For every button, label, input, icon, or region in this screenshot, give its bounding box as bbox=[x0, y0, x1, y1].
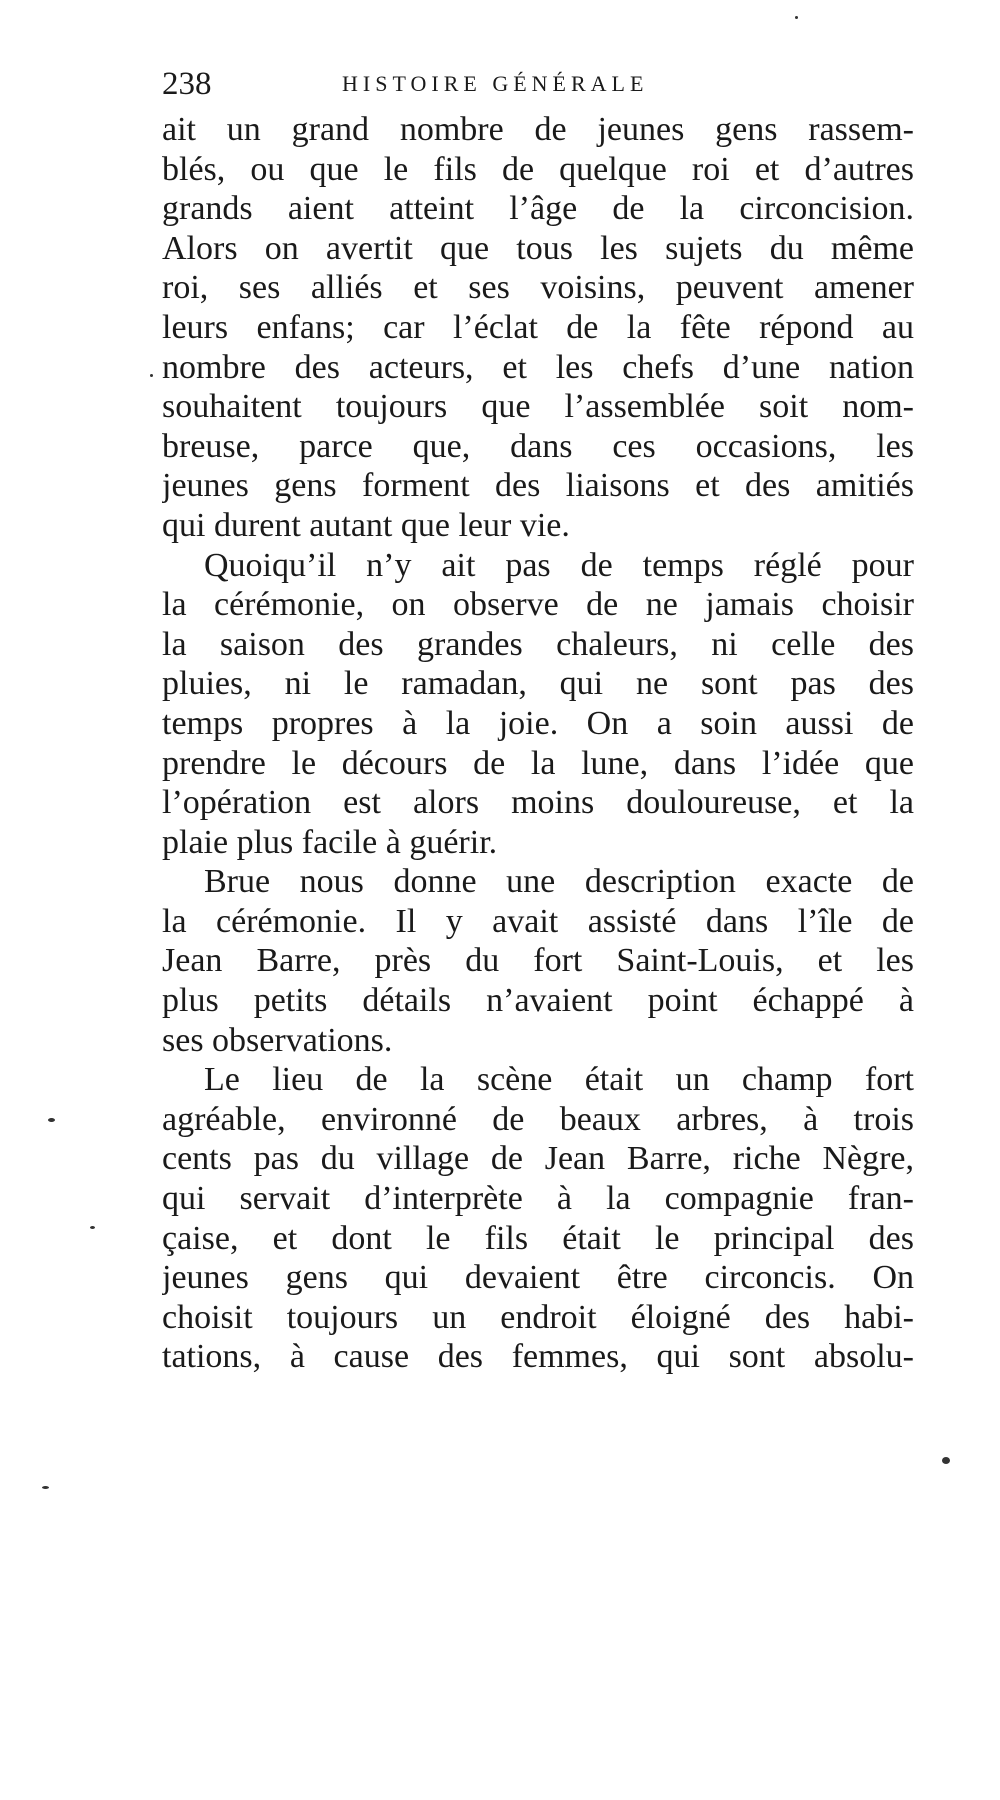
text-line: plaie plus facile à guérir. bbox=[162, 823, 498, 861]
text-line: choisit toujours un endroit éloigné des habi- bbox=[162, 1298, 914, 1336]
text-line: Alors on avertit que tous les sujets du même bbox=[162, 229, 914, 267]
text-line: jeunes gens forment des liaisons et des amitiés bbox=[162, 467, 914, 505]
scan-speck bbox=[42, 1486, 49, 1489]
text-line: jeunes gens qui devaient être circoncis. On bbox=[162, 1259, 914, 1297]
text-line: la cérémonie, on observe de ne jamais choisir bbox=[162, 586, 914, 624]
body-text bbox=[162, 110, 914, 1377]
scan-speck bbox=[942, 1457, 950, 1464]
text-line: agréable, environné de beaux arbres, à trois bbox=[162, 1100, 914, 1138]
text-line: tations, à cause des femmes, qui sont absolu- bbox=[162, 1338, 914, 1376]
text-line: breuse, parce que, dans ces occasions, les bbox=[162, 427, 914, 465]
text-line: çaise, et dont le fils était le principal des bbox=[162, 1219, 914, 1257]
scan-speck bbox=[90, 1226, 95, 1229]
text-line: nombre des acteurs, et les chefs d’une nation bbox=[162, 348, 914, 386]
page-number: 238 bbox=[162, 66, 212, 102]
running-title: HISTOIRE GÉNÉRALE bbox=[342, 71, 649, 96]
text-line: roi, ses alliés et ses voisins, peuvent amener bbox=[162, 269, 914, 307]
text-line: grands aient atteint l’âge de la circoncision. bbox=[162, 190, 914, 228]
text-line: Quoiqu’il n’y ait pas de temps réglé pour bbox=[204, 546, 914, 584]
text-line: plus petits détails n’avaient point échappé à bbox=[162, 982, 914, 1020]
scan-speck bbox=[150, 374, 153, 377]
text-line: qui servait d’interprète à la compagnie fran- bbox=[162, 1180, 914, 1218]
text-line: ait un grand nombre de jeunes gens rassem- bbox=[162, 111, 914, 148]
text-line: la saison des grandes chaleurs, ni celle des bbox=[162, 625, 914, 663]
text-line: l’opération est alors moins douloureuse, et la bbox=[162, 784, 914, 822]
scan-speck bbox=[795, 16, 798, 19]
text-line: blés, ou que le fils de quelque roi et d’autres bbox=[162, 150, 914, 188]
text-line: cents pas du village de Jean Barre, riche Nègre, bbox=[162, 1140, 914, 1178]
scan-speck bbox=[48, 1118, 55, 1122]
text-line: Le lieu de la scène était un champ fort bbox=[204, 1061, 914, 1099]
text-line: leurs enfans; car l’éclat de la fête répond au bbox=[162, 308, 914, 346]
text-line: temps propres à la joie. On a soin aussi de bbox=[162, 704, 914, 742]
text-line: Brue nous donne une description exacte de bbox=[204, 863, 914, 901]
page-header bbox=[162, 60, 914, 100]
text-line: qui durent autant que leur vie. bbox=[162, 506, 570, 544]
text-line: Jean Barre, près du fort Saint-Louis, et les bbox=[162, 942, 914, 980]
text-line: la cérémonie. Il y avait assisté dans l’île de bbox=[162, 902, 914, 940]
text-line: ses observations. bbox=[162, 1021, 393, 1059]
text-line: prendre le décours de la lune, dans l’idée que bbox=[162, 744, 914, 782]
text-line: pluies, ni le ramadan, qui ne sont pas des bbox=[162, 665, 914, 703]
text-line: souhaitent toujours que l’assemblée soit nom- bbox=[162, 388, 914, 426]
